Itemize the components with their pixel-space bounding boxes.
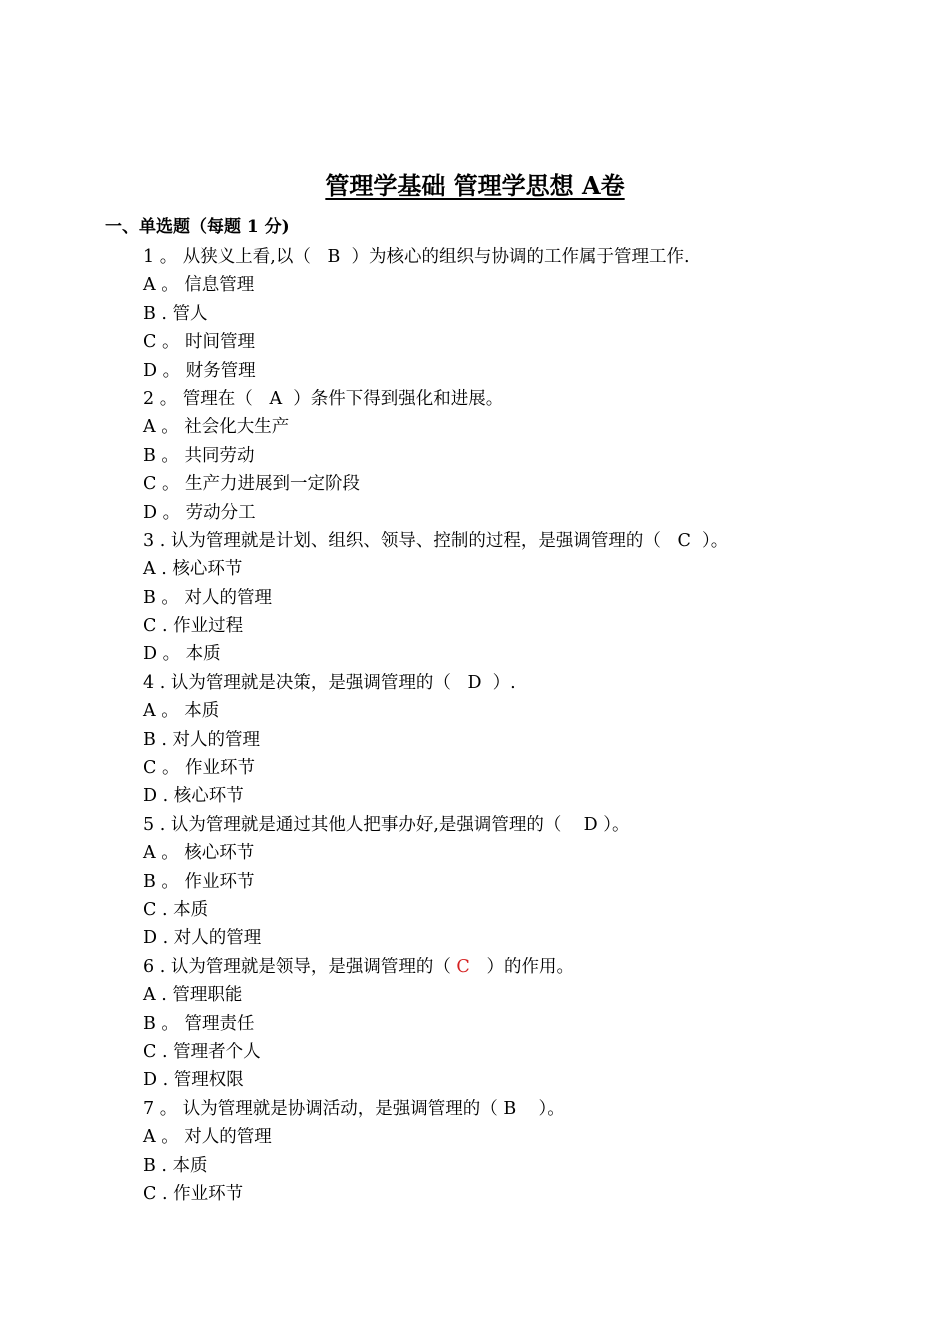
question-2-option-a: A 。 社会化大生产 — [143, 417, 290, 438]
document-title — [0, 168, 950, 204]
question-1-option-c: C 。 时间管理 — [143, 332, 256, 353]
question-5-option-c: C . 本质 — [143, 899, 209, 920]
document-title-text: 管理学基础 管理学思想 A卷 — [325, 171, 625, 200]
question-4-stem-end: ）. — [481, 672, 516, 693]
question-3-option-a: A . 核心环节 — [143, 559, 243, 580]
question-3-option-d: D 。 本质 — [143, 644, 221, 665]
question-6-option-a: A . 管理职能 — [143, 985, 243, 1006]
question-3-answer: C — [677, 530, 691, 551]
question-3-stem-end: ）。 — [690, 530, 729, 551]
question-7-stem: 7 。 认为管理就是协调活动，是强调管理的（ — [143, 1098, 504, 1119]
question-1-stem-end: ）为核心的组织与协调的工作属于管理工作. — [340, 247, 690, 267]
question-4-stem: 4 . 认为管理就是决策，是强调管理的（ — [143, 672, 468, 693]
question-4-option-b: B . 对人的管理 — [143, 729, 261, 750]
question-5-option-d: D . 对人的管理 — [143, 928, 262, 949]
question-6-option-b: B 。 管理责任 — [143, 1013, 255, 1034]
question-6-option-d: D . 管理权限 — [143, 1070, 244, 1091]
question-5-answer: D — [583, 814, 598, 835]
question-7-answer: B — [503, 1098, 517, 1119]
question-6 — [143, 953, 923, 981]
question-7-option-c: C . 作业环节 — [143, 1183, 244, 1204]
question-3-option-b: B 。 对人的管理 — [143, 587, 272, 608]
question-4-option-d: D . 核心环节 — [143, 786, 244, 807]
question-5 — [143, 811, 923, 839]
question-7 — [143, 1095, 923, 1123]
question-list — [143, 243, 923, 1208]
question-1-option-b: B . 管人 — [143, 303, 208, 324]
question-4-option-c: C 。 作业环节 — [143, 758, 256, 779]
question-1-option-d: D 。 财务管理 — [143, 360, 256, 381]
question-4-answer: D — [467, 672, 482, 693]
question-3-option-c: C . 作业过程 — [143, 616, 244, 637]
question-5-stem: 5 . 认为管理就是通过其他人把事办好,是强调管理的（ — [143, 814, 584, 835]
question-7-option-b: B . 本质 — [143, 1155, 208, 1176]
section-heading: 一、单选题（每题 1 分) — [105, 217, 290, 237]
question-1 — [143, 243, 923, 271]
question-5-option-b: B 。 作业环节 — [143, 871, 255, 892]
question-5-stem-end: ）。 — [597, 814, 630, 835]
question-6-stem-end: ）的作用。 — [469, 956, 574, 977]
question-6-answer: C — [456, 956, 470, 977]
question-2-stem: 2 。 管理在（ — [143, 388, 270, 409]
question-3-stem: 3 . 认为管理就是计划、组织、领导、控制的过程，是强调管理的（ — [143, 530, 678, 551]
question-2-option-b: B 。 共同劳动 — [143, 445, 255, 466]
question-1-answer: B — [327, 247, 341, 267]
question-7-option-a: A 。 对人的管理 — [143, 1127, 272, 1148]
question-7-stem-end: ）。 — [516, 1098, 565, 1119]
question-6-stem: 6 . 认为管理就是领导，是强调管理的（ — [143, 956, 457, 977]
question-2 — [143, 385, 923, 413]
question-5-option-a: A 。 核心环节 — [143, 843, 255, 864]
question-3 — [143, 527, 923, 555]
question-4-option-a: A 。 本质 — [143, 701, 220, 722]
question-2-stem-end: ）条件下得到强化和进展。 — [282, 388, 504, 409]
question-2-option-d: D 。 劳动分工 — [143, 502, 256, 523]
question-6-option-c: C . 管理者个人 — [143, 1041, 261, 1062]
question-2-answer: A — [269, 388, 283, 409]
question-4 — [143, 669, 923, 697]
question-2-option-c: C 。 生产力进展到一定阶段 — [143, 474, 361, 495]
question-1-stem: 1 。 从狭义上看,以（ — [143, 247, 328, 267]
question-1-option-a: A 。 信息管理 — [143, 275, 255, 296]
